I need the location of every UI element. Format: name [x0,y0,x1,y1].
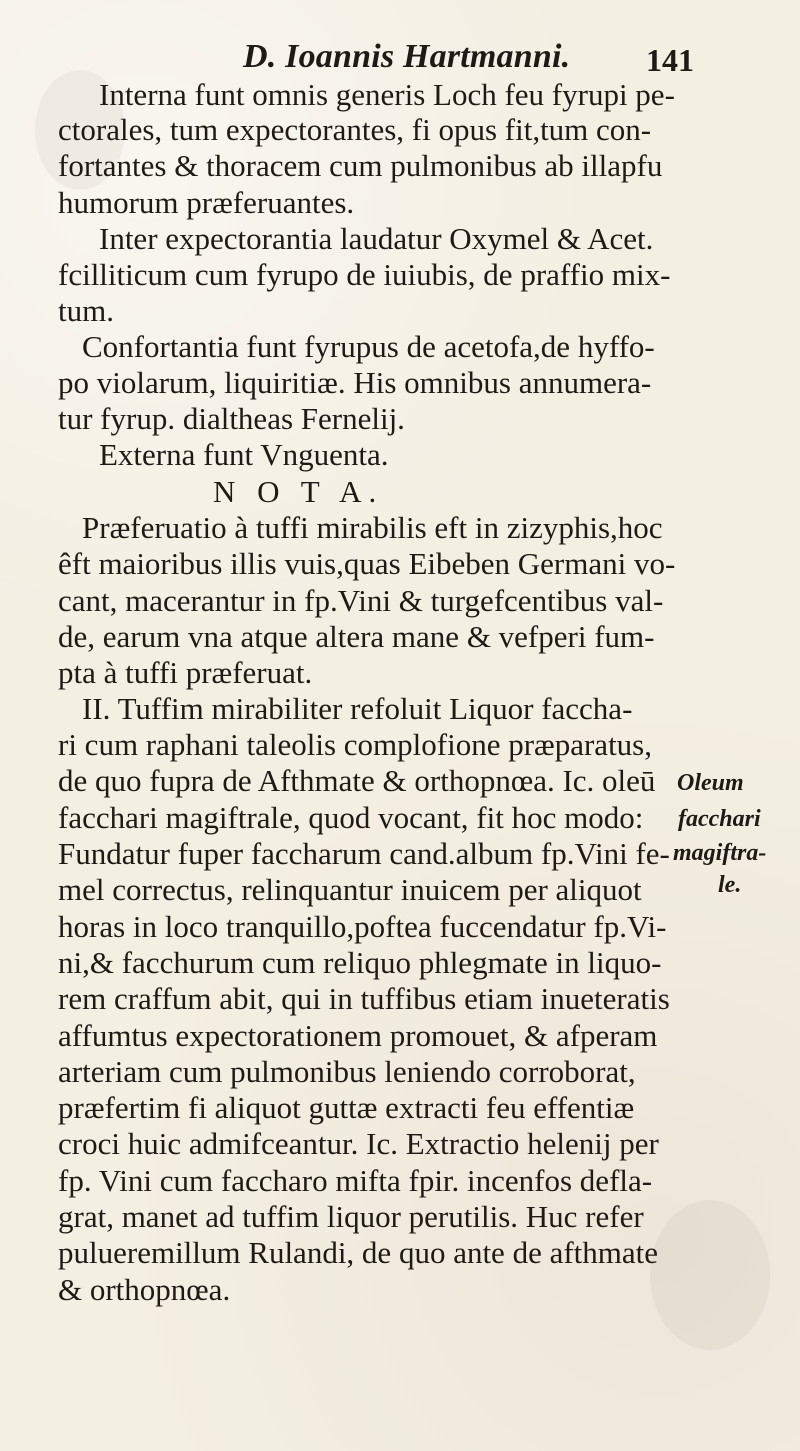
text-line: arteriam cum pulmonibus leniendo corroborat, [58,1054,636,1089]
text-line: mel correctus, relinquantur inuicem per aliquot [58,872,642,907]
running-head: D. Ioannis Hartmanni. [243,38,571,75]
text-line: grat, manet ad tuffim liquor perutilis. Huc refer [58,1199,644,1234]
text-line: & orthopnœa. [58,1272,231,1307]
text-line: pta à tuffi præferuat. [58,655,313,690]
text-line: Confortantia funt fyrupus de acetofa,de hyffo- [82,329,655,364]
text-line: tum. [58,293,114,328]
text-line: Interna funt omnis generis Loch feu fyrupi pe- [99,77,675,112]
text-line: po violarum, liquiritiæ. His omnibus annumera- [58,365,652,400]
text-line: fp. Vini cum faccharo mifta fpir. incenfos defla- [58,1163,653,1198]
text-line: Fundatur fuper faccharum cand.album fp.Vini fe- [58,836,670,871]
text-line: fcilliticum cum fyrupo de iuiubis, de praffio mix- [58,257,671,292]
page-number: 141 [646,42,694,78]
margin-note-magistra: magiftra- [673,840,767,866]
text-line: de quo fupra de Afthmate & orthopnœa. Ic. oleū [58,763,656,798]
text-line: rem craffum abit, qui in tuffibus etiam inueteratis [58,981,670,1016]
text-line: facchari magiftrale, quod vocant, fit hoc modo: [58,800,644,835]
margin-note-sacchari: facchari [678,806,761,832]
line-part: êft maioribus illis vuis,quas Eibeben Germani vo- [58,546,676,581]
text-line: Externa funt Vnguenta. [99,437,389,472]
text-line: pulueremillum Rulandi, de quo ante de afthmate [58,1235,659,1270]
text-line: cant, macerantur in fp.Vini & turgefcentibus val- [58,583,664,618]
text-line: Inter expectorantia laudatur Oxymel & Acet. [99,221,654,256]
margin-note-le: le. [718,872,742,898]
text-line: ni,& facchurum cum reliquo phlegmate in liquo- [58,945,662,980]
text-line: tur fyrup. dialtheas Fernelij. [58,401,405,436]
text-line: Præferuatio à tuffi mirabilis eft in zizyphis,hoc [82,510,663,545]
text-line: horas in loco tranquillo,poftea fuccendatur fp.Vi- [58,909,667,944]
text-line: II. Tuffim mirabiliter refoluit Liquor faccha- [82,691,633,726]
text-line: fortantes & thoracem cum pulmonibus ab illapfu [58,148,663,183]
section-title: N O T A. [213,474,384,509]
text-line [58,546,675,582]
margin-note-oleum: Oleum [677,770,744,796]
text-line: ri cum raphani taleolis complofione præparatus, [58,727,652,762]
text-line: affumtus expectorationem promouet, & afperam [58,1018,658,1053]
text-line: humorum præferuantes. [58,185,355,220]
text-line: de, earum vna atque altera mane & vefperi fum- [58,619,655,654]
text-line: croci huic admifceantur. Ic. Extractio helenij per [58,1126,659,1161]
text-line: præfertim fi aliquot guttæ extracti feu effentiæ [58,1090,635,1125]
text-line: ctorales, tum expectorantes, fi opus fit,tum con- [58,112,652,147]
